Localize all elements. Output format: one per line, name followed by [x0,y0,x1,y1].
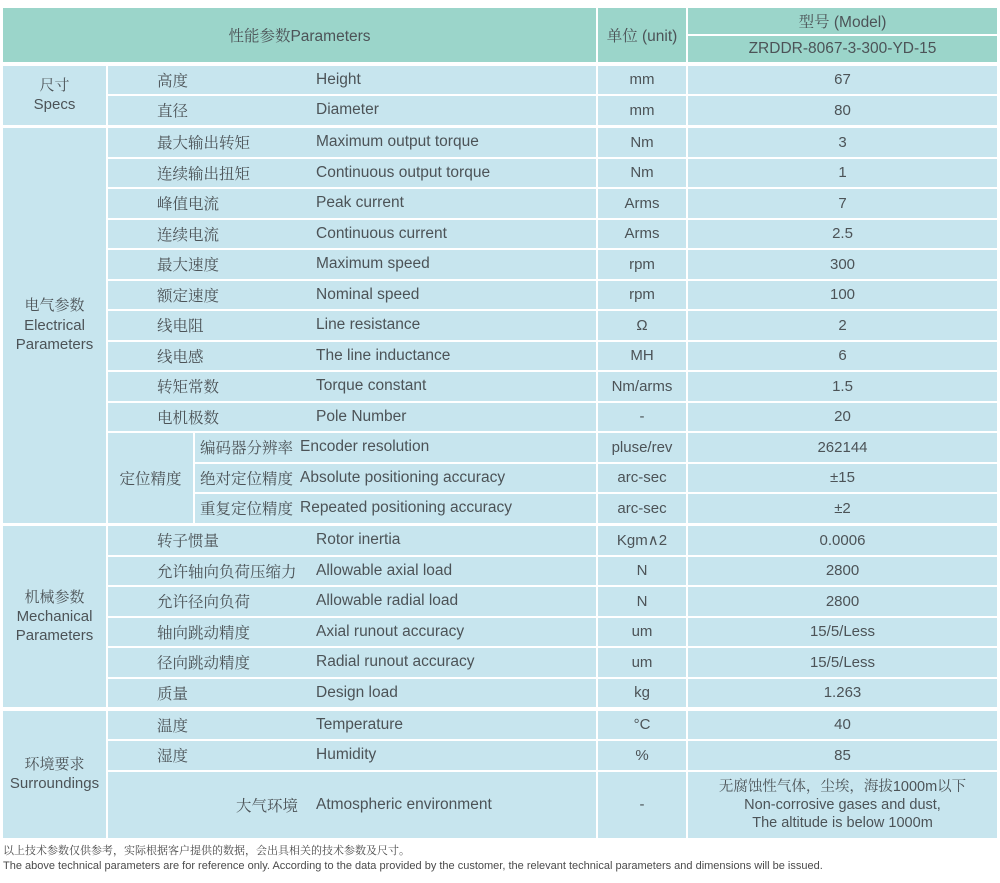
param-label-cell [108,372,596,401]
param-label-en: Axial runout accuracy [316,622,465,640]
param-label-cn: 连续电流 [157,226,220,244]
spec-sheet [3,8,997,838]
param-label-cell [108,342,596,371]
value-cell: 67 [688,66,997,95]
section-label-cn: 机械参数 [24,588,85,606]
param-label-cn: 连续输出扭矩 [157,165,251,183]
section-label-en: Electrical Parameters [15,316,94,353]
param-label-en: Height [316,70,361,88]
unit-cell: mm [598,96,686,125]
value-cell: 2.5 [688,220,997,249]
section-label-cn: 尺寸 [39,76,70,94]
section-mechanical [3,526,997,707]
param-label-cell [108,220,596,249]
param-label-cn: 线电阻 [157,318,204,336]
param-label-cn: 直径 [157,103,189,121]
param-label-en: Radial runout accuracy [316,653,475,671]
unit-cell: N [598,557,686,586]
param-label-en: Torque constant [316,377,427,395]
unit-cell: arc-sec [598,464,686,493]
param-label-cn: 允许轴向负荷压缩力 [157,563,297,581]
value-cell: 262144 [688,433,997,462]
value-cell: 0.0006 [688,526,997,555]
value-cell: 40 [688,711,997,740]
param-label-cn: 编码器分辨率 [200,440,294,458]
section-label-cn: 环境要求 [24,755,85,773]
param-label-en: Atmospheric environment [316,795,492,813]
param-label-en: Nominal speed [316,285,420,303]
param-label-cell [108,711,596,740]
unit-cell: Arms [598,220,686,249]
value-cell: 15/5/Less [688,648,997,677]
param-label-cn: 湿度 [157,748,189,766]
param-label-cell [108,587,596,616]
value-cell: 1 [688,159,997,188]
param-label-cn: 高度 [157,72,189,90]
param-label-en: Continuous output torque [316,163,491,181]
unit-cell: Nm/arms [598,372,686,401]
param-label-cn: 重复定位精度 [200,501,294,519]
section-surroundings [3,711,997,838]
value-cell: 2800 [688,587,997,616]
unit-cell: Ω [598,311,686,340]
param-label-en: Continuous current [316,224,447,242]
subgroup-label-cell: 定位精度 [108,433,193,523]
unit-cell: Nm [598,159,686,188]
footnotes [3,844,1000,875]
value-cell: 1.5 [688,372,997,401]
value-line: Non-corrosive gases and dust, [744,796,941,813]
param-label-cell [108,557,596,586]
param-label-cn: 温度 [157,717,189,735]
param-label-cell [108,66,596,95]
value-cell: 100 [688,281,997,310]
unit-cell: MH [598,342,686,371]
param-label-cell [108,281,596,310]
section-label-cn: 电气参数 [24,297,85,315]
param-label-en: Line resistance [316,316,421,334]
value-line: 无腐蚀性气体，尘埃，海拔1000m以下 [718,778,967,795]
unit-cell: pluse/rev [598,433,686,462]
header-model-label: 型号 (Model) [688,8,997,34]
value-line: The altitude is below 1000m [752,814,933,831]
value-cell: 20 [688,403,997,432]
param-label-cn: 径向跳动精度 [157,655,251,673]
param-label-cn: 最大输出转矩 [157,135,251,153]
param-label-en: Diameter [316,101,379,119]
section-specs [3,66,997,125]
param-label-en: Allowable radial load [316,592,459,610]
unit-cell: um [598,618,686,647]
value-cell: 1.263 [688,679,997,708]
param-label-cn: 电机极数 [157,409,220,427]
unit-cell: arc-sec [598,494,686,523]
unit-cell: Nm [598,128,686,157]
param-label-cell [108,189,596,218]
unit-cell: N [598,587,686,616]
param-label-en: Maximum speed [316,255,430,273]
unit-cell: kg [598,679,686,708]
param-label-cn: 转子惯量 [157,533,220,551]
table-header [3,8,997,62]
section-label-en: Surroundings [9,775,100,792]
value-cell [688,772,997,838]
param-label-cn: 轴向跳动精度 [157,624,251,642]
section-electrical [3,128,997,523]
section-label-en: Mechanical Parameters [15,607,94,645]
value-cell: 300 [688,250,997,279]
section-label-cell [3,66,106,125]
unit-cell: °C [598,711,686,740]
value-cell: 3 [688,128,997,157]
param-label-en: Peak current [316,194,404,212]
value-cell: ±2 [688,494,997,523]
param-label-cell [108,250,596,279]
param-label-cell [108,648,596,677]
param-label-cell [108,772,596,838]
header-parameters-label: 性能参数Parameters [3,8,596,62]
section-label-cell [3,526,106,707]
value-cell: 80 [688,96,997,125]
param-label-cell [108,741,596,770]
unit-cell: Arms [598,189,686,218]
param-label-cell [108,311,596,340]
value-cell: 15/5/Less [688,618,997,647]
unit-cell: - [598,403,686,432]
param-label-cn: 最大速度 [157,257,220,275]
param-label-en: Encoder resolution [300,438,430,456]
param-label-cn: 线电感 [157,348,204,366]
param-label-cell [195,464,596,493]
param-label-en: Temperature [316,715,404,733]
header-model-value: ZRDDR-8067-3-300-YD-15 [688,36,997,62]
param-label-en: Repeated positioning accuracy [300,499,512,517]
param-label-cn: 质量 [157,685,189,703]
unit-cell: rpm [598,281,686,310]
header-unit-label: 单位 (unit) [598,8,686,62]
unit-cell: mm [598,66,686,95]
value-cell: 2800 [688,557,997,586]
param-label-en: Rotor inertia [316,531,401,549]
unit-cell: % [598,741,686,770]
param-label-cell [108,679,596,708]
footnote-cn: 以上技术参数仅供参考，实际根据客户提供的数据，会出具相关的技术参数及尺寸。 [3,844,410,857]
value-cell: ±15 [688,464,997,493]
value-cell: 85 [688,741,997,770]
param-label-cn: 允许径向负荷 [157,594,251,612]
value-cell: 2 [688,311,997,340]
param-label-cn: 额定速度 [157,287,220,305]
param-label-en: Absolute positioning accuracy [300,468,506,486]
param-label-en: The line inductance [316,346,451,364]
param-label-cell [108,526,596,555]
param-label-en: Allowable axial load [316,561,453,579]
param-label-en: Maximum output torque [316,133,479,151]
param-label-cell [195,494,596,523]
unit-cell: rpm [598,250,686,279]
footnote-en: The above technical parameters are for reference only. According to the data provided by the customer, the relevant technical parameters and dimensions will be issued. [3,859,823,872]
unit-cell: um [598,648,686,677]
param-label-cell [195,433,596,462]
param-label-cn: 绝对定位精度 [200,470,294,488]
section-label-cell [3,128,106,523]
table-sections [3,66,997,838]
param-label-en: Design load [316,683,398,701]
section-label-cell [3,711,106,838]
value-cell: 7 [688,189,997,218]
unit-cell: Kgm∧2 [598,526,686,555]
param-label-cell [108,128,596,157]
param-label-en: Humidity [316,746,377,764]
param-label-cn: 转矩常数 [157,379,220,397]
param-label-cn: 峰值电流 [157,196,220,214]
param-label-cell [108,96,596,125]
param-label-cn: 大气环境 [236,797,299,815]
param-label-cell [108,403,596,432]
param-label-cell [108,618,596,647]
section-label-en: Specs [33,96,76,113]
value-cell: 6 [688,342,997,371]
param-label-cell [108,159,596,188]
unit-cell: - [598,772,686,838]
param-label-en: Pole Number [316,407,407,425]
